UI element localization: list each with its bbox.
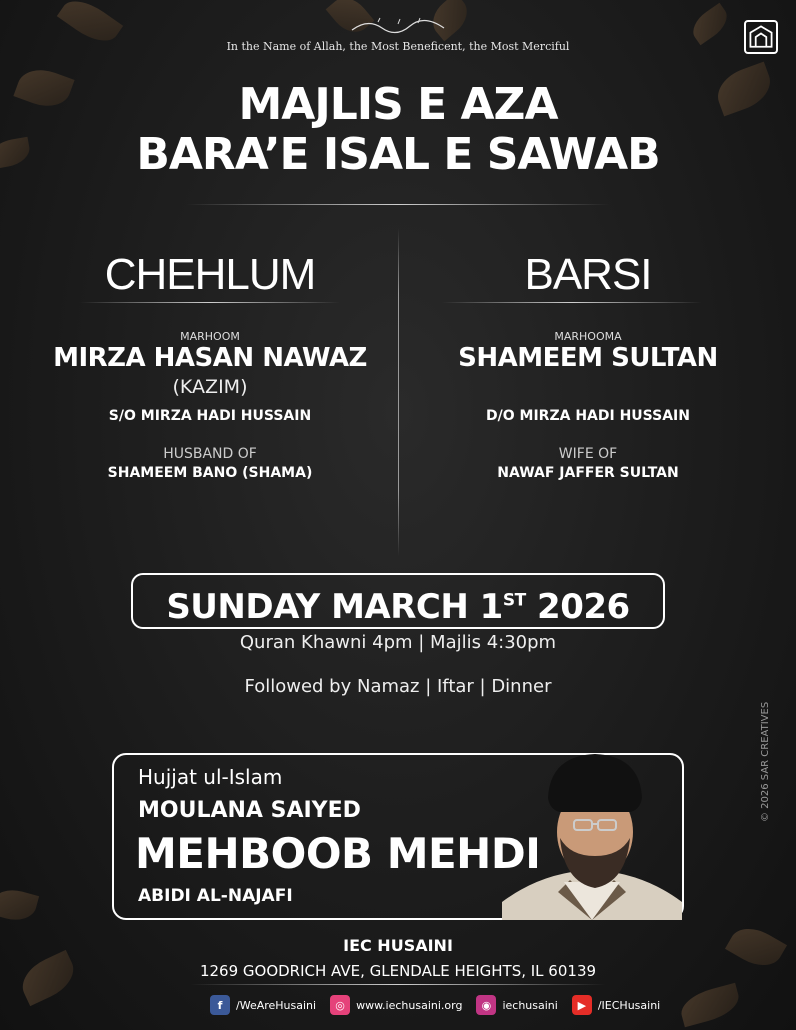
bismillah-text: In the Name of Allah, the Most Beneficent, the Most Merciful: [226, 40, 570, 53]
event-date-main: SUNDAY MARCH 1: [166, 587, 503, 628]
section-underline: [442, 302, 702, 303]
instagram-icon: ◉: [476, 995, 496, 1015]
youtube-icon: ▶: [572, 995, 592, 1015]
leaf-decoration: [0, 885, 39, 925]
title-line1: MAJLIS E AZA: [238, 79, 558, 130]
deceased-prefix: MARHOOMA: [554, 330, 622, 343]
leaf-decoration: [677, 983, 743, 1028]
venue-address: 1269 GOODRICH AVE, GLENDALE HEIGHTS, IL 60139: [199, 962, 597, 980]
section-title-chehlum: CHEHLUM: [104, 250, 316, 299]
section-underline: [80, 302, 340, 303]
chehlum-column: [20, 0, 400, 560]
deceased-lineage: D/O MIRZA HADI HUSSAIN: [486, 408, 690, 424]
event-date: [166, 587, 629, 627]
event-followed-by: Followed by Namaz | Iftar | Dinner: [244, 676, 552, 697]
title-line2: BARA’E ISAL E SAWAB: [136, 129, 660, 180]
deceased-name: MIRZA HASAN NAWAZ: [53, 343, 367, 373]
deceased-lineage: S/O MIRZA HADI HUSSAIN: [108, 408, 312, 424]
social-facebook-link[interactable]: /WeAreHusaini: [236, 998, 317, 1012]
speaker-name: MEHBOOB MEHDI: [135, 829, 541, 878]
relation-name: SHAMEEM BANO (SHAMA): [107, 465, 313, 481]
venue-name: IEC HUSAINI: [343, 936, 453, 955]
facebook-icon: f: [210, 995, 230, 1015]
speaker-portrait: [502, 752, 682, 920]
event-date-year: 2026: [537, 587, 630, 628]
relation-label: WIFE OF: [558, 446, 618, 462]
event-times: Quran Khawni 4pm | Majlis 4:30pm: [239, 632, 557, 653]
speaker-honorific: Hujjat ul-Islam: [138, 765, 283, 789]
social-website-link[interactable]: www.iechusaini.org: [356, 998, 463, 1012]
deceased-name: SHAMEEM SULTAN: [458, 343, 718, 373]
web-icon: ◎: [330, 995, 350, 1015]
deceased-alias: (KAZIM): [172, 376, 248, 398]
event-date-box: [131, 573, 665, 629]
relation-label: HUSBAND OF: [163, 446, 257, 462]
deceased-prefix: MARHOOM: [180, 330, 240, 343]
venue-divider: [190, 984, 606, 985]
barsi-column: [398, 0, 778, 560]
social-youtube-link[interactable]: /IECHusaini: [597, 998, 661, 1012]
social-links: [210, 992, 661, 1018]
relation-name: NAWAF JAFFER SULTAN: [497, 465, 679, 481]
speaker-title: MOULANA SAIYED: [138, 798, 361, 823]
section-title-barsi: BARSI: [524, 250, 652, 299]
event-date-suffix: ST: [502, 591, 526, 611]
speaker-suffix: ABIDI AL-NAJAFI: [138, 886, 293, 906]
copyright-text: © 2026 SAR CREATIVES: [760, 701, 771, 822]
social-instagram-link[interactable]: iechusaini: [502, 998, 558, 1012]
